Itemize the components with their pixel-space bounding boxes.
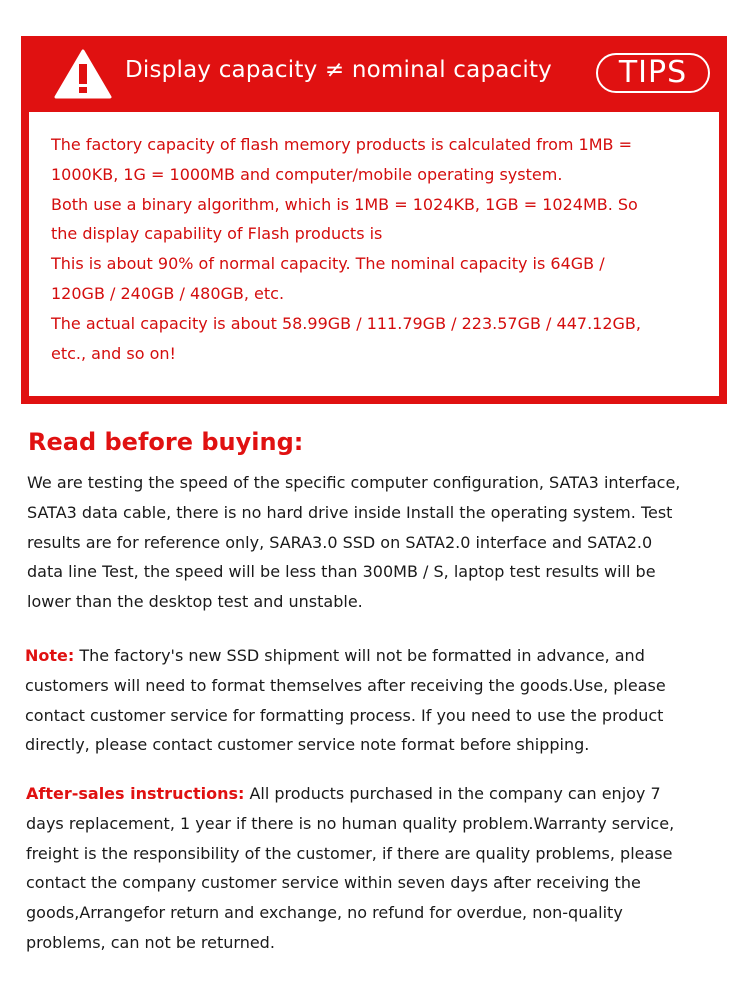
tips-line: 120GB / 240GB / 480GB, etc.: [51, 283, 285, 303]
tips-line: etc., and so on!: [51, 343, 176, 363]
paragraph-line: customers will need to format themselves after receiving the goods.Use, please: [25, 675, 666, 695]
paragraph-line: freight is the responsibility of the customer, if there are quality problems, please: [26, 843, 673, 863]
paragraph-line: SATA3 data cable, there is no hard drive inside Install the operating system. Test: [27, 502, 673, 522]
note-first-line: [25, 641, 725, 671]
after-sales-first-line-text: All products purchased in the company can enjoy 7: [244, 784, 661, 803]
paragraph-line: directly, please contact customer service note format before shipping.: [25, 735, 590, 755]
paragraph-line: contact customer service for formatting process. If you need to use the product: [25, 705, 664, 725]
tips-header: [21, 36, 727, 112]
note-first-line-text: The factory's new SSD shipment will not be formatted in advance, and: [74, 646, 645, 665]
paragraph-line: lower than the desktop test and unstable.: [27, 592, 363, 612]
paragraph-line: results are for reference only, SARA3.0 SSD on SATA2.0 interface and SATA2.0: [27, 532, 653, 552]
read-before-buying-heading: Read before buying:: [28, 428, 304, 456]
tips-line: Both use a binary algorithm, which is 1MB = 1024KB, 1GB = 1024MB. So: [51, 194, 638, 214]
tips-title: Display capacity ≠ nominal capacity: [125, 57, 552, 83]
after-sales-paragraph: [26, 779, 726, 958]
tips-line: 1000KB, 1G = 1000MB and computer/mobile operating system.: [51, 164, 563, 184]
tips-line: This is about 90% of normal capacity. The nominal capacity is 64GB /: [51, 254, 605, 274]
paragraph-line: days replacement, 1 year if there is no human quality problem.Warranty service,: [26, 813, 675, 833]
warning-triangle-icon: [53, 48, 113, 100]
tips-panel: [21, 36, 727, 404]
note-label: Note:: [25, 646, 75, 665]
tips-line: the display capability of Flash products is: [51, 224, 383, 244]
tips-line: The actual capacity is about 58.99GB / 111.79GB / 223.57GB / 447.12GB,: [51, 313, 641, 333]
paragraph-line: data line Test, the speed will be less than 300MB / S, laptop test results will be: [27, 562, 656, 582]
paragraph-line: goods,Arrangefor return and exchange, no refund for overdue, non-quality: [26, 903, 623, 923]
tips-badge: TIPS: [596, 53, 710, 93]
tips-body: [29, 112, 719, 396]
read-before-buying-paragraph: [27, 468, 727, 617]
paragraph-line: problems, can not be returned.: [26, 932, 275, 952]
tips-line: The factory capacity of flash memory products is calculated from 1MB =: [51, 135, 632, 154]
after-sales-label: After-sales instructions:: [26, 784, 245, 803]
note-paragraph: [25, 641, 725, 760]
after-sales-first-line: [26, 779, 726, 809]
paragraph-line: contact the company customer service within seven days after receiving the: [26, 873, 641, 893]
paragraph-line: We are testing the speed of the specific computer configuration, SATA3 interface,: [27, 473, 681, 492]
